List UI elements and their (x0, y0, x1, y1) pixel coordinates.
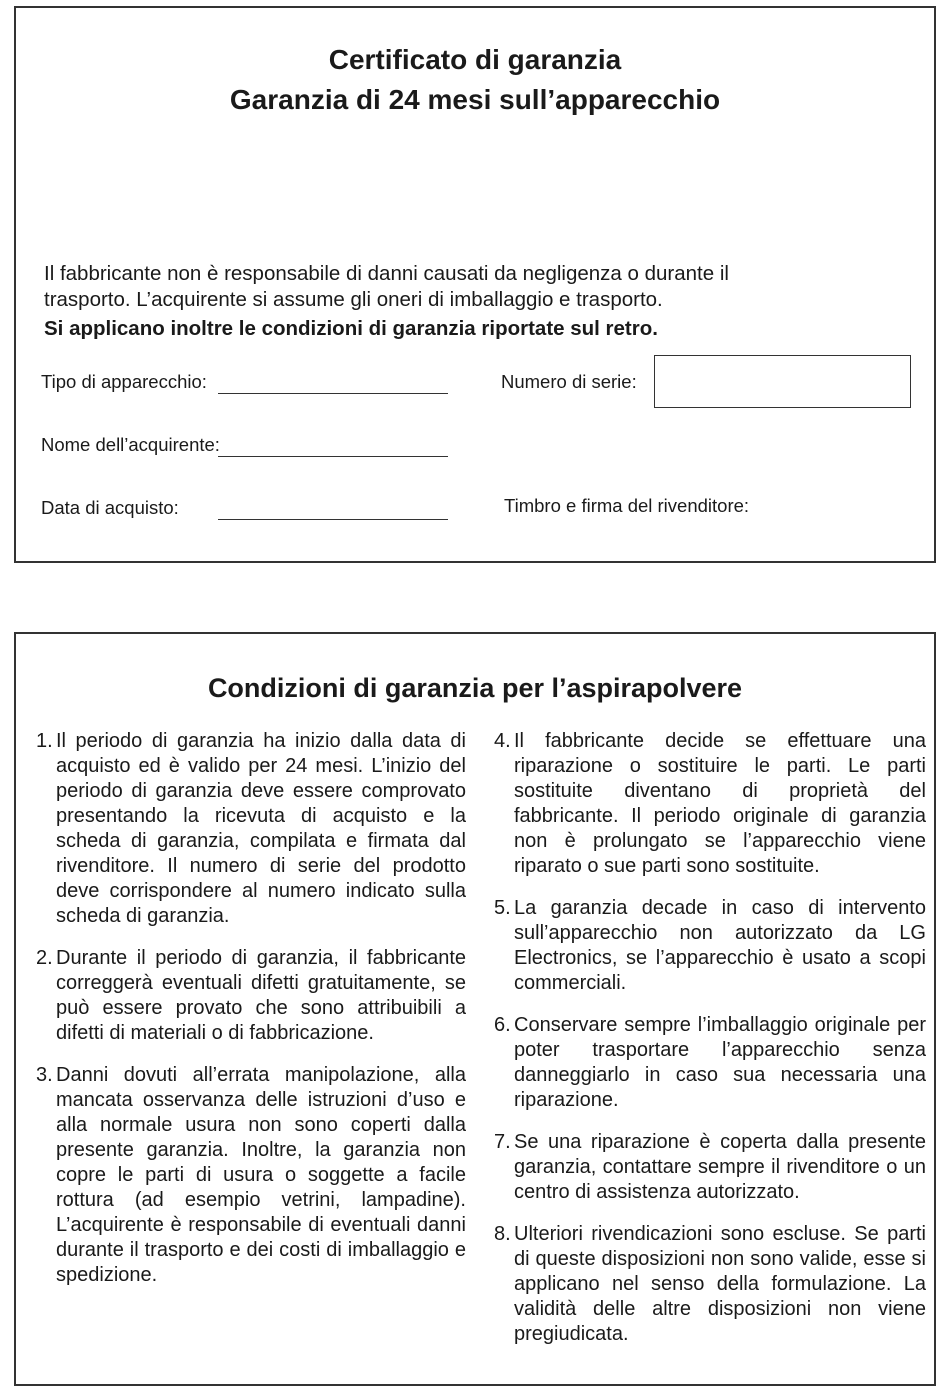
intro-text-line-1: Il fabbricante non è responsabile di danni causati da negligenza o durante il (44, 262, 729, 285)
intro-bold-note: Si applicano inoltre le condizioni di garanzia riportate sul retro. (44, 317, 658, 340)
buyer-name-label: Nome dell’acquirente: (41, 434, 220, 455)
conditions-column-right (494, 729, 926, 1364)
buyer-name-field[interactable] (218, 456, 448, 457)
condition-item (36, 1063, 466, 1288)
condition-text: Conservare sempre l’imballaggio originale per poter trasportare l’apparecchio senza danneggiarlo in caso sua necessaria una riparazione. (514, 1014, 926, 1111)
condition-text: Se una riparazione è coperta dalla presente garanzia, contattare sempre il rivenditore o un centro di assistenza autorizzato. (514, 1131, 926, 1203)
intro-text-line-2: trasporto. L’acquirente si assume gli oneri di imballaggio e trasporto. (44, 288, 663, 311)
condition-number: 5. (494, 897, 511, 919)
condition-item (494, 1013, 926, 1113)
condition-number: 1. (36, 730, 53, 752)
warranty-certificate-card (14, 6, 936, 563)
condition-text: Il periodo di garanzia ha inizio dalla data di acquisto ed è valido per 24 mesi. L’inizio del periodo di garanzia deve essere comprovato presentando la ricevuta di acquisto e la scheda di garanzia, compilata e firmata dal rivenditore. Il numero di serie del prodotto deve corrispondere al numero indicato sulla scheda di garanzia. (56, 730, 466, 927)
condition-text: La garanzia decade in caso di intervento sull’apparecchio non autorizzato da LG Electronics, se l’apparecchio è usato a scopi commerciali. (514, 897, 926, 994)
warranty-conditions-card (14, 632, 936, 1386)
condition-item (494, 1130, 926, 1205)
purchase-date-field[interactable] (218, 519, 448, 520)
condition-number: 4. (494, 730, 511, 752)
conditions-column-left (36, 729, 466, 1305)
condition-number: 2. (36, 947, 53, 969)
serial-number-label: Numero di serie: (501, 371, 637, 392)
condition-text: Durante il periodo di garanzia, il fabbricante correggerà eventuali difetti gratuitamente, se può essere provato che sono attribuibili a difetti di materiali o di fabbricazione. (56, 947, 466, 1044)
condition-number: 8. (494, 1223, 511, 1245)
condition-item (494, 1222, 926, 1347)
device-type-field[interactable] (218, 393, 448, 394)
condition-item (36, 729, 466, 929)
condition-text: Il fabbricante decide se effettuare una riparazione o sostituire le parti. Le parti sostituite diventano di proprietà del fabbricante. Il periodo originale di garanzia non è prolungato se l’apparecchio viene riparato o sue parti sono sostituite. (514, 730, 926, 877)
dealer-stamp-signature-label: Timbro e firma del rivenditore: (504, 495, 750, 516)
certificate-title: Certificato di garanzia (328, 44, 622, 75)
condition-number: 6. (494, 1014, 511, 1036)
condition-number: 7. (494, 1131, 511, 1153)
condition-item (494, 896, 926, 996)
device-type-label: Tipo di apparecchio: (41, 371, 207, 392)
condition-number: 3. (36, 1064, 53, 1086)
condition-text: Danni dovuti all’errata manipolazione, alla mancata osservanza delle istruzioni d’uso e alla normale usura non sono coperti dalla presente garanzia. Inoltre, la garanzia non copre le parti di usura o soggette a facile rottura (ad esempio vetrini, lampadine). L’acquirente è responsabile di eventuali danni durante il trasporto e dei costi di imballaggio e spedizione. (56, 1064, 466, 1286)
certificate-subtitle: Garanzia di 24 mesi sull’apparecchio (229, 84, 721, 115)
condition-item (494, 729, 926, 879)
conditions-title: Condizioni di garanzia per l’aspirapolvere (207, 673, 743, 703)
serial-number-field[interactable] (654, 355, 911, 408)
purchase-date-label: Data di acquisto: (41, 497, 179, 518)
condition-text: Ulteriori rivendicazioni sono escluse. Se parti di queste disposizioni non sono valide, esse si applicano nel senso della formulazione. La validità delle altre disposizioni non viene pregiudicata. (514, 1223, 926, 1345)
condition-item (36, 946, 466, 1046)
